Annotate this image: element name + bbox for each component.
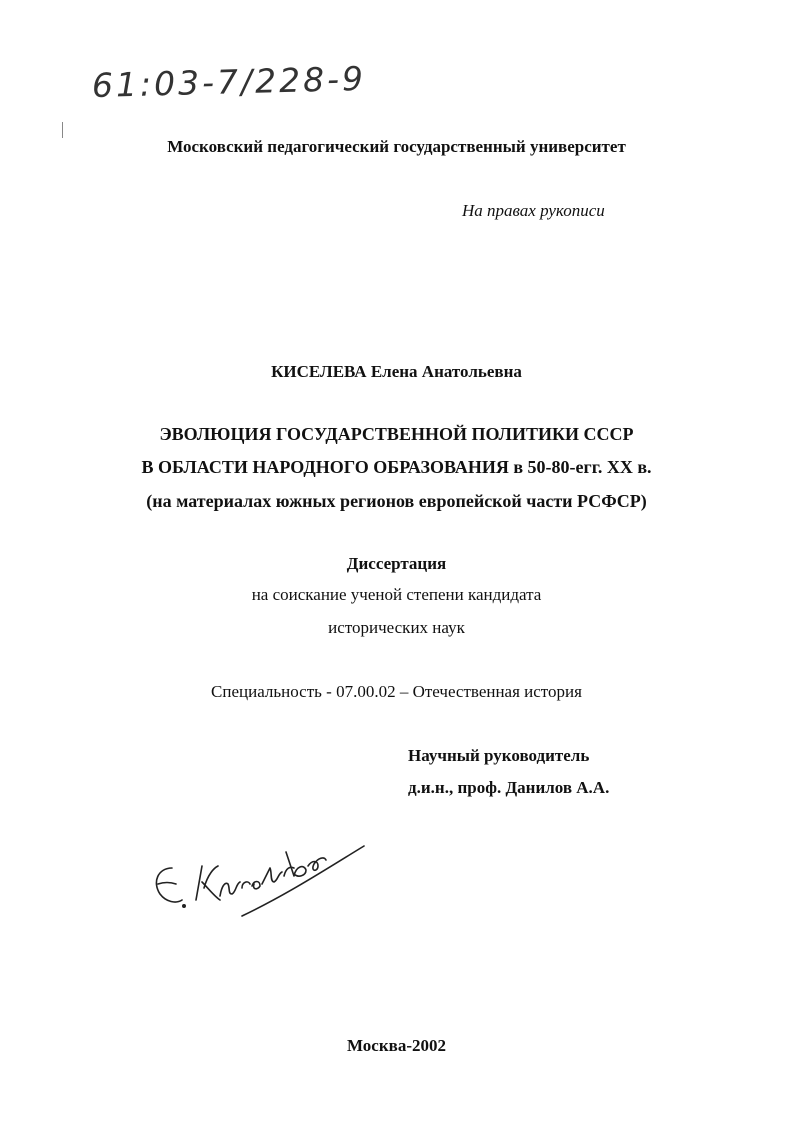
work-type: Диссертация — [346, 554, 447, 573]
handwritten-signature — [148, 838, 388, 938]
supervisor-label: Научный руководитель — [408, 746, 590, 765]
title-line-1: ЭВОЛЮЦИЯ ГОСУДАРСТВЕННОЙ ПОЛИТИКИ СССР — [159, 424, 634, 444]
title-line-3: (на материалах южных регионов европейской части РСФСР) — [146, 491, 647, 511]
city-year: Москва-2002 — [346, 1036, 446, 1055]
supervisor-name: д.и.н., проф. Данилов А.А. — [408, 778, 610, 797]
archive-number-stamp: 61:03-7/228-9 — [91, 58, 367, 105]
author-name: КИСЕЛЕВА Елена Анатольевна — [271, 362, 522, 381]
scan-artifact-mark — [62, 122, 63, 138]
university-name: Московский педагогический государственный университет — [167, 137, 626, 156]
speciality: Специальность - 07.00.02 – Отечественная история — [211, 682, 582, 701]
degree-line-2: исторических наук — [328, 618, 465, 637]
rights-note: На правах рукописи — [462, 201, 605, 220]
degree-line-1: на соискание ученой степени кандидата — [251, 585, 542, 604]
title-line-2: В ОБЛАСТИ НАРОДНОГО ОБРАЗОВАНИЯ в 50-80-егг. XX в. — [141, 457, 652, 477]
